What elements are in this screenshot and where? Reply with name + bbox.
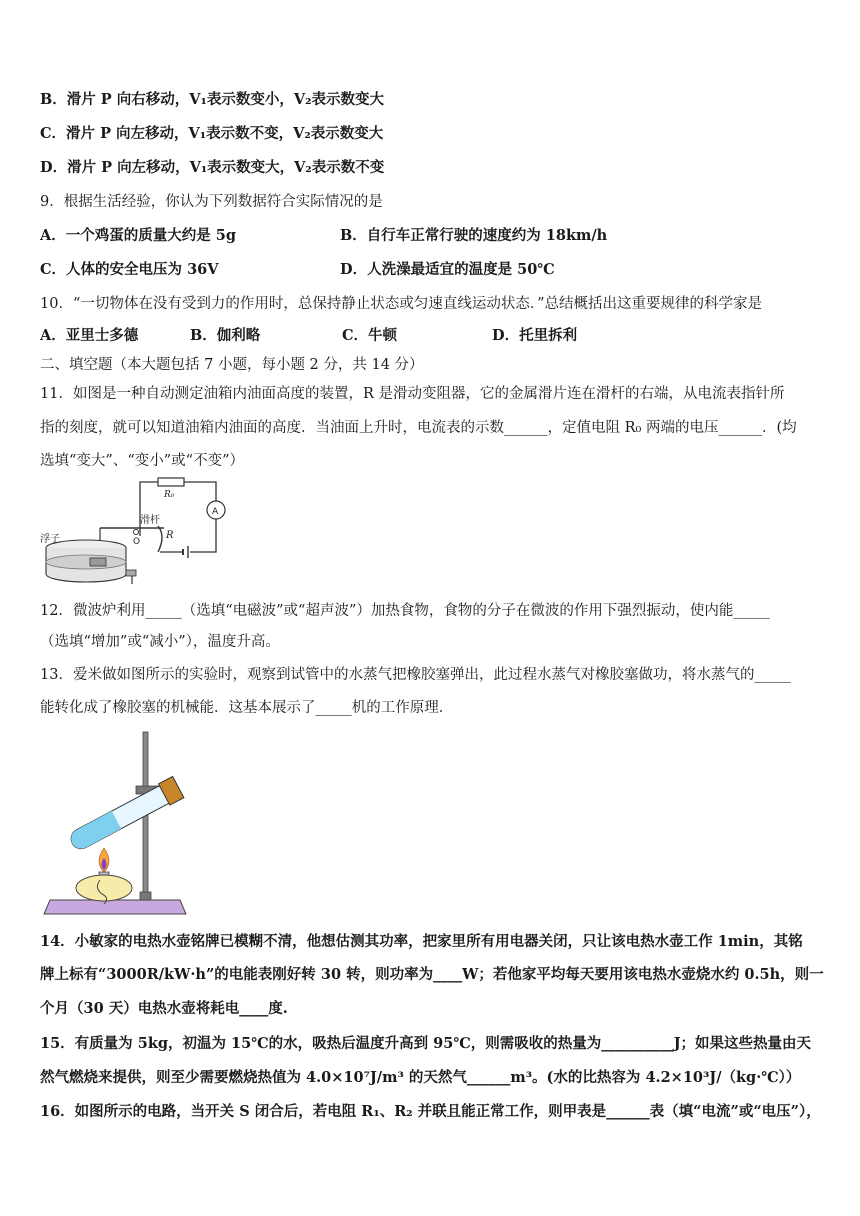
q16-line1: 16．如图所示的电路，当开关 S 闭合后，若电阻 R₁、R₂ 并联且能正常工作，则甲表是______表（填“电流”或“电压”）， [40,1103,821,1120]
q10-option-c: C．牛顿 [342,327,398,344]
q12-line1: 12．微波炉利用_____（选填“电磁波”或“超声波”）加热食物，食物的分子在微波的作用下强烈振动，使内能_____ [40,603,770,619]
fig-label-pivot: O [133,537,141,547]
q9-options-row2 [40,260,830,280]
section-heading-fill-in: 二、填空题（本大题包括 7 小题，每小题 2 分，共 14 分） [40,357,424,373]
q9-option-a: A．一个鸡蛋的质量大约是 5g [40,227,237,244]
fig-label-slider: 滑杆 [140,515,160,526]
q9-option-c: C．人体的安全电压为 36V [40,261,219,278]
q15-line2: 然气燃烧来提供，则至少需要燃烧热值为 4.0×10⁷J/m³ 的天然气______m³。(水的比热容为 4.2×10³J/（kg·℃）） [40,1069,801,1086]
q9-options-row1 [40,226,830,246]
q10-option-b: B．伽利略 [190,327,261,344]
oil-level-circuit-figure [40,476,236,588]
q8-option-d: D．滑片 P 向左移动，V₁表示数变大，V₂表示数不变 [40,159,385,176]
q8-option-b: B．滑片 P 向右移动，V₁表示数变小，V₂表示数变大 [40,91,384,108]
q14-line3: 个月（30 天）电热水壶将耗电____度. [40,1000,288,1017]
q11-line1: 11．如图是一种自动测定油箱内油面高度的装置，R 是滑动变阻器，它的金属滑片连在滑杆的右端，从电流表指针所 [40,386,785,402]
q14-line1: 14．小敏家的电热水壶铭牌已模糊不清，他想估测其功率，把家里所有用电器关闭，只让该电热水壶工作 1min，其铭 [40,933,803,950]
q9-stem: 9．根据生活经验，你认为下列数据符合实际情况的是 [40,194,383,210]
fig-label-ammeter: A [212,507,219,517]
q11-line2: 指的刻度，就可以知道油箱内油面的高度．当油面上升时，电流表的示数______，定值电阻 R₀ 两端的电压______．(均 [40,420,797,436]
q13-line1: 13．爱米做如图所示的实验时，观察到试管中的水蒸气把橡胶塞弹出，此过程水蒸气对橡胶塞做功，将水蒸气的_____ [40,667,791,683]
q11-line3: 选填“变大”、“变小”或“不变”） [40,453,244,469]
q10-option-a: A．亚里士多德 [40,327,139,344]
q10-stem: 10．“一切物体在没有受到力的作用时，总保持静止状态或匀速直线运动状态．”总结概括出这重要规律的科学家是 [40,296,763,312]
fig-label-r: R [166,530,174,541]
q14-line2: 牌上标有“3000R/kW·h”的电能表刚好转 30 转，则功率为____W；若他家平均每天要用该电热水壶烧水约 0.5h，则一 [40,966,824,983]
q8-option-c: C．滑片 P 向左移动，V₁表示数不变，V₂表示数变大 [40,125,384,142]
test-tube-experiment-figure [40,728,192,918]
q10-option-d: D．托里拆利 [492,327,578,344]
q15-line1: 15．有质量为 5kg，初温为 15℃的水，吸热后温度升高到 95℃，则需吸收的热量为__________J；如果这些热量由天 [40,1035,812,1052]
fig-label-float: 浮子 [40,534,60,545]
q13-line2: 能转化成了橡胶塞的机械能．这基本展示了_____机的工作原理． [40,700,454,716]
fig-label-r0: R₀ [164,490,175,500]
q9-option-b: B．自行车正常行驶的速度约为 18km/h [340,227,608,244]
q9-option-d: D．人洗澡最适宜的温度是 50℃ [340,261,555,278]
q12-line2: （选填“增加”或“减小”），温度升高。 [40,634,280,650]
